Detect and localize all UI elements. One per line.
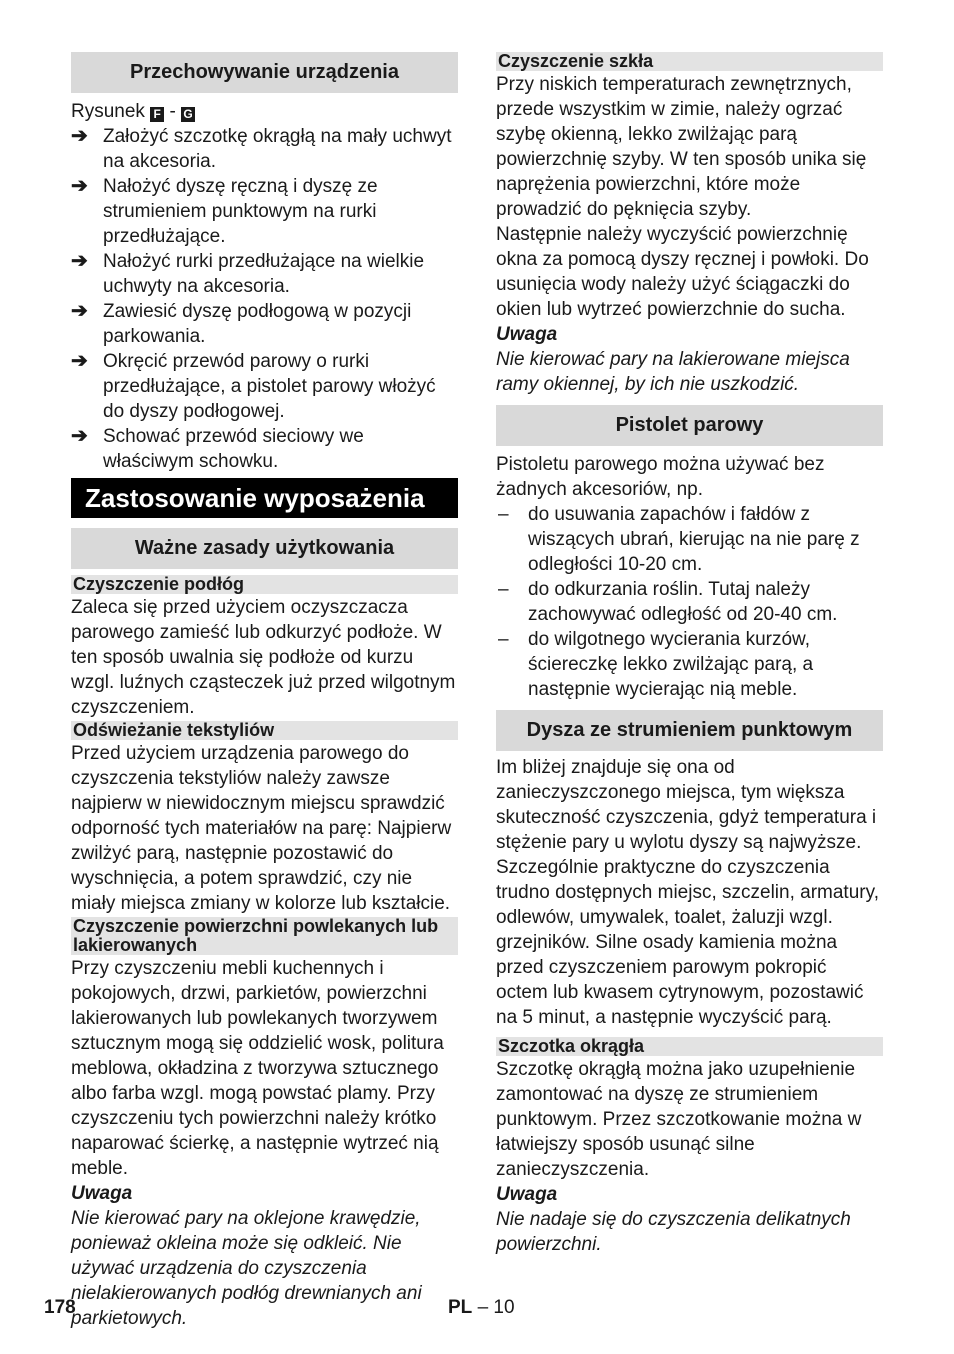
figure-label-g: G [181,107,195,122]
chapter-title: Zastosowanie wyposażenia [71,478,458,518]
list-item [496,627,883,702]
figure-prefix: Rysunek [71,101,145,122]
arrow-right-icon: ➔ [71,250,88,272]
step-text: Zawiesić dyszę podłogową w pozycji parkowania. [103,301,412,347]
section-title-storage: Przechowywanie urządzenia [71,52,458,93]
dash-bullet: – [498,504,509,525]
dash-bullet: – [498,629,509,650]
storage-step [71,424,458,474]
subsection-title-brush: Szczotka okrągła [496,1037,883,1056]
figure-separator: - [169,101,176,122]
list-item-text: do wilgotnego wycierania kurzów, ściereczkę lekko zwilżając parą, a następnie wycierając nią meble. [528,629,814,700]
step-text: Schować przewód sieciowy we właściwym schowku. [103,426,364,472]
note-text: Nie nadaje się do czyszczenia delikatnych powierzchni. [496,1209,851,1255]
step-text: Nałożyć rurki przedłużające na wielkie uchwyty na akcesoria. [103,251,425,297]
note-label: Uwaga [71,1183,133,1204]
section-title-gun: Pistolet parowy [496,405,883,446]
page-number: 178 [44,1297,76,1318]
step-text: Okręcić przewód parowy o rurki przedłużające, a pistolet parowy włożyć do dyszy podłogowej. [103,351,436,422]
gun-intro: Pistoletu parowego można używać bez żadnych akcesoriów, np. [496,454,825,500]
section-title-nozzle: Dysza ze strumieniem punktowym [496,710,883,751]
dash-bullet: – [498,579,509,600]
glass-text-1: Przy niskich temperaturach zewnętrznych, przede wszystkim w zimie, należy ogrzać szybę okienną, lekko zwilżając parą powierzchnię szyby. W ten sposób unika się naprężenia powierzchni, które może prowadzić do pęknięcia szyby. [496,74,867,220]
note-label: Uwaga [496,1184,558,1205]
coated-text: Przy czyszczeniu mebli kuchennych i pokojowych, drzwi, parkietów, powierzchni lakierowanych lub powlekanych tworzywem sztucznym mogą się oddzielić wosk, politura meblowa, okładzina z tworzywa sztucznego albo farba wzgl. mogą powstać plamy. Przy czyszczeniu tych powierzchni należy krótko naparować ścierkę, a następnie wytrzeć nią meble. [71,958,444,1179]
floor-text: Zaleca się przed użyciem oczyszczacza parowego zamieść lub odkurzyć podłoże. W ten sposób uwalnia się podłoże od kurzu wzgl. luźnych cząsteczek już przed wilgotnym czyszczeniem. [71,597,456,718]
list-item [496,577,883,627]
note-text: Nie kierować pary na oklejone krawędzie, ponieważ okleina może się odkleić. Nie używać urządzenia do czyszczenia nielakierowanych podłóg drewnianych ani parkietowych. [71,1208,422,1329]
section-title-rules: Ważne zasady użytkowania [71,528,458,569]
storage-step [71,299,458,349]
nozzle-text: Im bliżej znajduje się ona od zanieczyszczonego miejsca, tym większa skuteczność czyszczenia, gdyż temperatura i stężenie pary u wylotu dyszy są najwyższe. Szczególnie praktyczne do czyszczenia trudno dostępnych miejsc, szczelin, armatury, odlewów, umywalek, toalet, żaluzji wzgl. grzejników. Silne osady kamienia można przed czyszczeniem parowym pokropić octem lub kwasem cytrynowym, pozostawić na 5 minut, a następnie wyczyścić parą. [496,757,879,1028]
list-item [496,502,883,577]
storage-step [71,174,458,249]
arrow-right-icon: ➔ [71,425,88,447]
note-label: Uwaga [496,324,558,345]
right-column [496,50,883,1257]
language-code: PL [448,1297,473,1318]
arrow-right-icon: ➔ [71,175,88,197]
list-item-text: do usuwania zapachów i fałdów z wiszących ubrań, kierując na nie parę z odległości 10-20 cm. [528,504,860,575]
list-item-text: do odkurzania roślin. Tutaj należy zachowywać odległość od 20-40 cm. [528,579,838,625]
glass-text-2: Następnie należy wyczyścić powierzchnię okna za pomocą dyszy ręcznej i powłoki. Do usunięcia wody należy użyć ściągaczki do okien lub wytrzeć powierzchnie do sucha. [496,224,869,320]
note-text: Nie kierować pary na lakierowane miejsca ramy okiennej, by ich nie uszkodzić. [496,349,850,395]
subsection-title-textiles: Odświeżanie tekstyliów [71,721,458,740]
figure-label-f: F [150,107,164,122]
storage-step [71,124,458,174]
arrow-right-icon: ➔ [71,300,88,322]
subsection-title-coated: Czyszczenie powierzchni powlekanych lub lakierowanych [71,917,458,955]
figure-reference [71,99,458,124]
textiles-text: Przed użyciem urządzenia parowego do czyszczenia tekstyliów należy zawsze najpierw w niewidocznym miejscu sprawdzić odporność tych materiałów na parę: Najpierw zwilżyć parą, następnie pozostawić do wyschnięcia, a potem sprawdzić, czy nie miały miejsca zmiany w kolorze lub kształcie. [71,743,452,914]
footer-language [448,1297,515,1319]
step-text: Nałożyć dyszę ręczną i dyszę ze strumieniem punktowym na rurki przedłużające. [103,176,378,247]
storage-step [71,249,458,299]
step-text: Założyć szczotkę okrągłą na mały uchwyt na akcesoria. [103,126,452,172]
subsection-title-glass: Czyszczenie szkła [496,52,883,71]
arrow-right-icon: ➔ [71,350,88,372]
left-column [71,50,458,1331]
subsection-title-floor: Czyszczenie podłóg [71,575,458,594]
storage-step [71,349,458,424]
brush-text: Szczotkę okrągłą można jako uzupełnienie zamontować na dyszę ze strumieniem punktowym. Przez szczotkowanie można w łatwiejszy sposób usunąć silne zanieczyszczenia. [496,1059,862,1180]
arrow-right-icon: ➔ [71,125,88,147]
language-page-ref: – 10 [477,1297,515,1318]
